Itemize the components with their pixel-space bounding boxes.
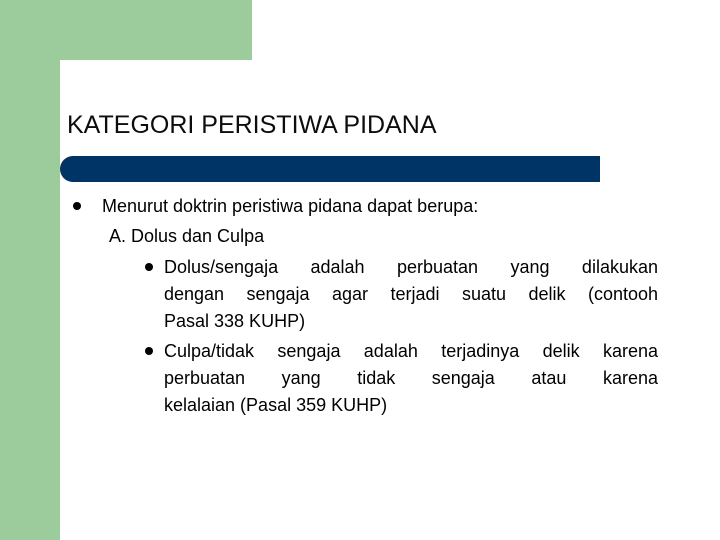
- content-panel-corner: [60, 60, 100, 100]
- bullet-dot-icon: [145, 347, 153, 355]
- bullet-dot-icon: [73, 202, 81, 210]
- green-accent-left: [0, 0, 60, 540]
- title-underline-bar: [60, 156, 600, 182]
- intro-text: Menurut doktrin peristiwa pidana dapat berupa:: [102, 196, 479, 216]
- list-item-line: Pasal 338 KUHP): [164, 311, 306, 331]
- green-accent-top: [0, 0, 252, 60]
- list-item-line: dengan sengaja agar terjadi suatu delik (contooh: [164, 284, 658, 304]
- list-item-line: Culpa/tidak sengaja adalah terjadinya delik karena: [164, 341, 658, 361]
- list-item-line: perbuatan yang tidak sengaja atau karena: [164, 368, 658, 388]
- slide-title: KATEGORI PERISTIWA PIDANA: [67, 111, 437, 139]
- list-item-line: kelalaian (Pasal 359 KUHP): [164, 395, 388, 415]
- subheading: A. Dolus dan Culpa: [109, 226, 265, 246]
- bullet-dot-icon: [145, 263, 153, 271]
- list-item-line: Dolus/sengaja adalah perbuatan yang dilakukan: [164, 257, 658, 277]
